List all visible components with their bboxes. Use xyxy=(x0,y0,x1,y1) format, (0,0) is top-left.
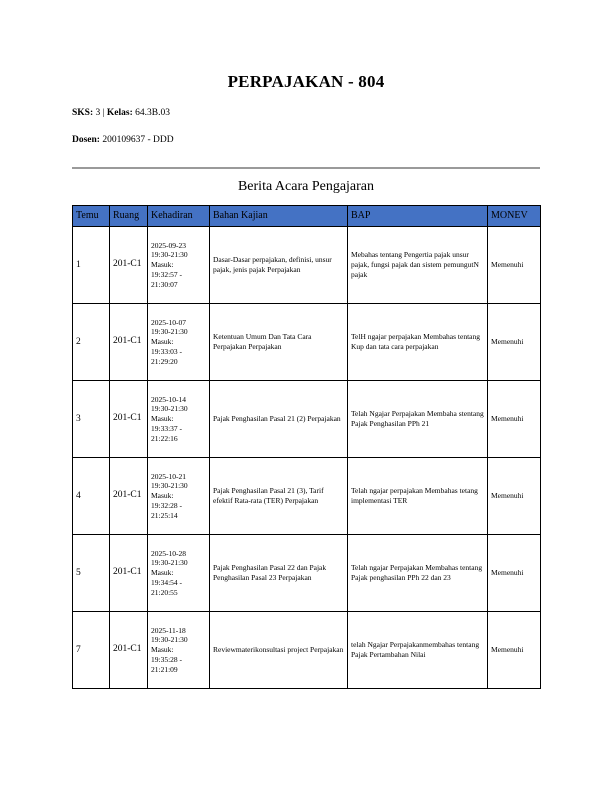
header-ruang: Ruang xyxy=(110,206,148,227)
cell-kehadiran xyxy=(148,612,210,689)
attendance-in: 19:34:54 - xyxy=(151,577,183,587)
attendance-out: 21:21:09 xyxy=(151,664,178,674)
attendance-label: Masuk: xyxy=(151,260,174,270)
cell-bap: TelH ngajar perpajakan Membahas tentang Kup dan tata cara perpajakan xyxy=(348,304,488,381)
cell-bahan-kajian: Pajak Penghasilan Pasal 22 dan Pajak Penghasilan Pasal 23 Perpajakan xyxy=(210,535,348,612)
attendance-out: 21:22:16 xyxy=(151,433,178,443)
attendance-date: 2025-09-23 xyxy=(151,240,186,250)
cell-bap: Mebahas tentang Pengertia pajak unsur pajak, fungsi pajak dan sistem pemungutN pajak xyxy=(348,227,488,304)
table-row xyxy=(73,381,541,458)
attendance-label: Masuk: xyxy=(151,337,174,347)
attendance-in: 19:33:03 - xyxy=(151,346,183,356)
cell-temu: 7 xyxy=(73,612,110,689)
table-header-row xyxy=(73,206,541,227)
header-bap: BAP xyxy=(348,206,488,227)
attendance-schedule: 19:30-21:30 xyxy=(151,404,188,414)
cell-temu: 5 xyxy=(73,535,110,612)
cell-bahan-kajian: Ketentuan Umum Dan Tata Cara Perpajakan Perpajakan xyxy=(210,304,348,381)
dosen-label: Dosen: xyxy=(72,135,100,145)
attendance-label: Masuk: xyxy=(151,568,174,578)
kelas-label: Kelas: xyxy=(106,108,133,118)
attendance-schedule: 19:30-21:30 xyxy=(151,250,188,260)
cell-bap: Telah ngajar Perpajakan Membahas tentang Pajak penghasilan PPh 22 dan 23 xyxy=(348,535,488,612)
table-row xyxy=(73,535,541,612)
sks-label: SKS: xyxy=(72,108,94,118)
attendance-out: 21:30:07 xyxy=(151,279,178,289)
teaching-record-table xyxy=(72,205,541,689)
horizontal-divider xyxy=(72,167,540,169)
cell-temu: 2 xyxy=(73,304,110,381)
attendance-schedule: 19:30-21:30 xyxy=(151,635,188,645)
cell-bahan-kajian: Reviewmaterikonsultasi project Perpajakan xyxy=(210,612,348,689)
cell-bap: Telah Ngajar Perpajakan Membaha stentang Pajak Penghasilan PPh 21 xyxy=(348,381,488,458)
dosen-value: 200109637 - DDD xyxy=(102,135,174,145)
attendance-in: 19:32:28 - xyxy=(151,500,183,510)
cell-monev: Memenuhi xyxy=(488,612,541,689)
cell-kehadiran xyxy=(148,458,210,535)
attendance-date: 2025-10-28 xyxy=(151,548,186,558)
cell-temu: 1 xyxy=(73,227,110,304)
table-row xyxy=(73,227,541,304)
attendance-date: 2025-11-18 xyxy=(151,625,186,635)
cell-ruang: 201-C1 xyxy=(110,458,148,535)
cell-bahan-kajian: Pajak Penghasilan Pasal 21 (3), Tarif efektif Rata-rata (TER) Perpajakan xyxy=(210,458,348,535)
header-bahan-kajian: Bahan Kajian xyxy=(210,206,348,227)
cell-monev: Memenuhi xyxy=(488,458,541,535)
cell-ruang: 201-C1 xyxy=(110,227,148,304)
cell-monev: Memenuhi xyxy=(488,304,541,381)
cell-monev: Memenuhi xyxy=(488,535,541,612)
attendance-date: 2025-10-21 xyxy=(151,471,186,481)
attendance-date: 2025-10-14 xyxy=(151,394,186,404)
attendance-schedule: 19:30-21:30 xyxy=(151,558,188,568)
cell-kehadiran xyxy=(148,381,210,458)
sks-value: 3 xyxy=(95,108,101,118)
cell-kehadiran xyxy=(148,227,210,304)
kelas-value: 64.3B.03 xyxy=(135,108,170,118)
cell-temu: 4 xyxy=(73,458,110,535)
cell-kehadiran xyxy=(148,304,210,381)
header-kehadiran: Kehadiran xyxy=(148,206,210,227)
cell-ruang: 201-C1 xyxy=(110,535,148,612)
cell-bap: Telah ngajar perpajakan Membahas tetang implementasi TER xyxy=(348,458,488,535)
cell-temu: 3 xyxy=(73,381,110,458)
cell-ruang: 201-C1 xyxy=(110,381,148,458)
attendance-in: 19:33:37 - xyxy=(151,423,183,433)
cell-ruang: 201-C1 xyxy=(110,304,148,381)
section-title: Berita Acara Pengajaran xyxy=(237,179,375,194)
attendance-schedule: 19:30-21:30 xyxy=(151,327,188,337)
attendance-in: 19:35:28 - xyxy=(151,654,183,664)
attendance-schedule: 19:30-21:30 xyxy=(151,481,188,491)
header-temu: Temu xyxy=(73,206,110,227)
table-row xyxy=(73,304,541,381)
cell-bap: telah Ngajar Perpajakanmembahas tentang Pajak Pertambahan Nilai xyxy=(348,612,488,689)
cell-bahan-kajian: Pajak Penghasilan Pasal 21 (2) Perpajakan xyxy=(210,381,348,458)
table-row xyxy=(73,612,541,689)
course-info xyxy=(72,108,170,118)
cell-monev: Memenuhi xyxy=(488,227,541,304)
info-separator: | xyxy=(102,108,105,118)
lecturer-info xyxy=(72,135,174,145)
attendance-out: 21:25:14 xyxy=(151,510,178,520)
cell-ruang: 201-C1 xyxy=(110,612,148,689)
attendance-in: 19:32:57 - xyxy=(151,269,183,279)
attendance-label: Masuk: xyxy=(151,645,174,655)
cell-monev: Memenuhi xyxy=(488,381,541,458)
attendance-out: 21:20:55 xyxy=(151,587,178,597)
table-row xyxy=(73,458,541,535)
cell-kehadiran xyxy=(148,535,210,612)
attendance-out: 21:29:20 xyxy=(151,356,178,366)
attendance-label: Masuk: xyxy=(151,491,174,501)
cell-bahan-kajian: Dasar-Dasar perpajakan, definisi, unsur pajak, jenis pajak Perpajakan xyxy=(210,227,348,304)
attendance-date: 2025-10-07 xyxy=(151,317,186,327)
header-monev: MONEV xyxy=(488,206,541,227)
page-title: PERPAJAKAN - 804 xyxy=(227,72,385,91)
attendance-label: Masuk: xyxy=(151,414,174,424)
